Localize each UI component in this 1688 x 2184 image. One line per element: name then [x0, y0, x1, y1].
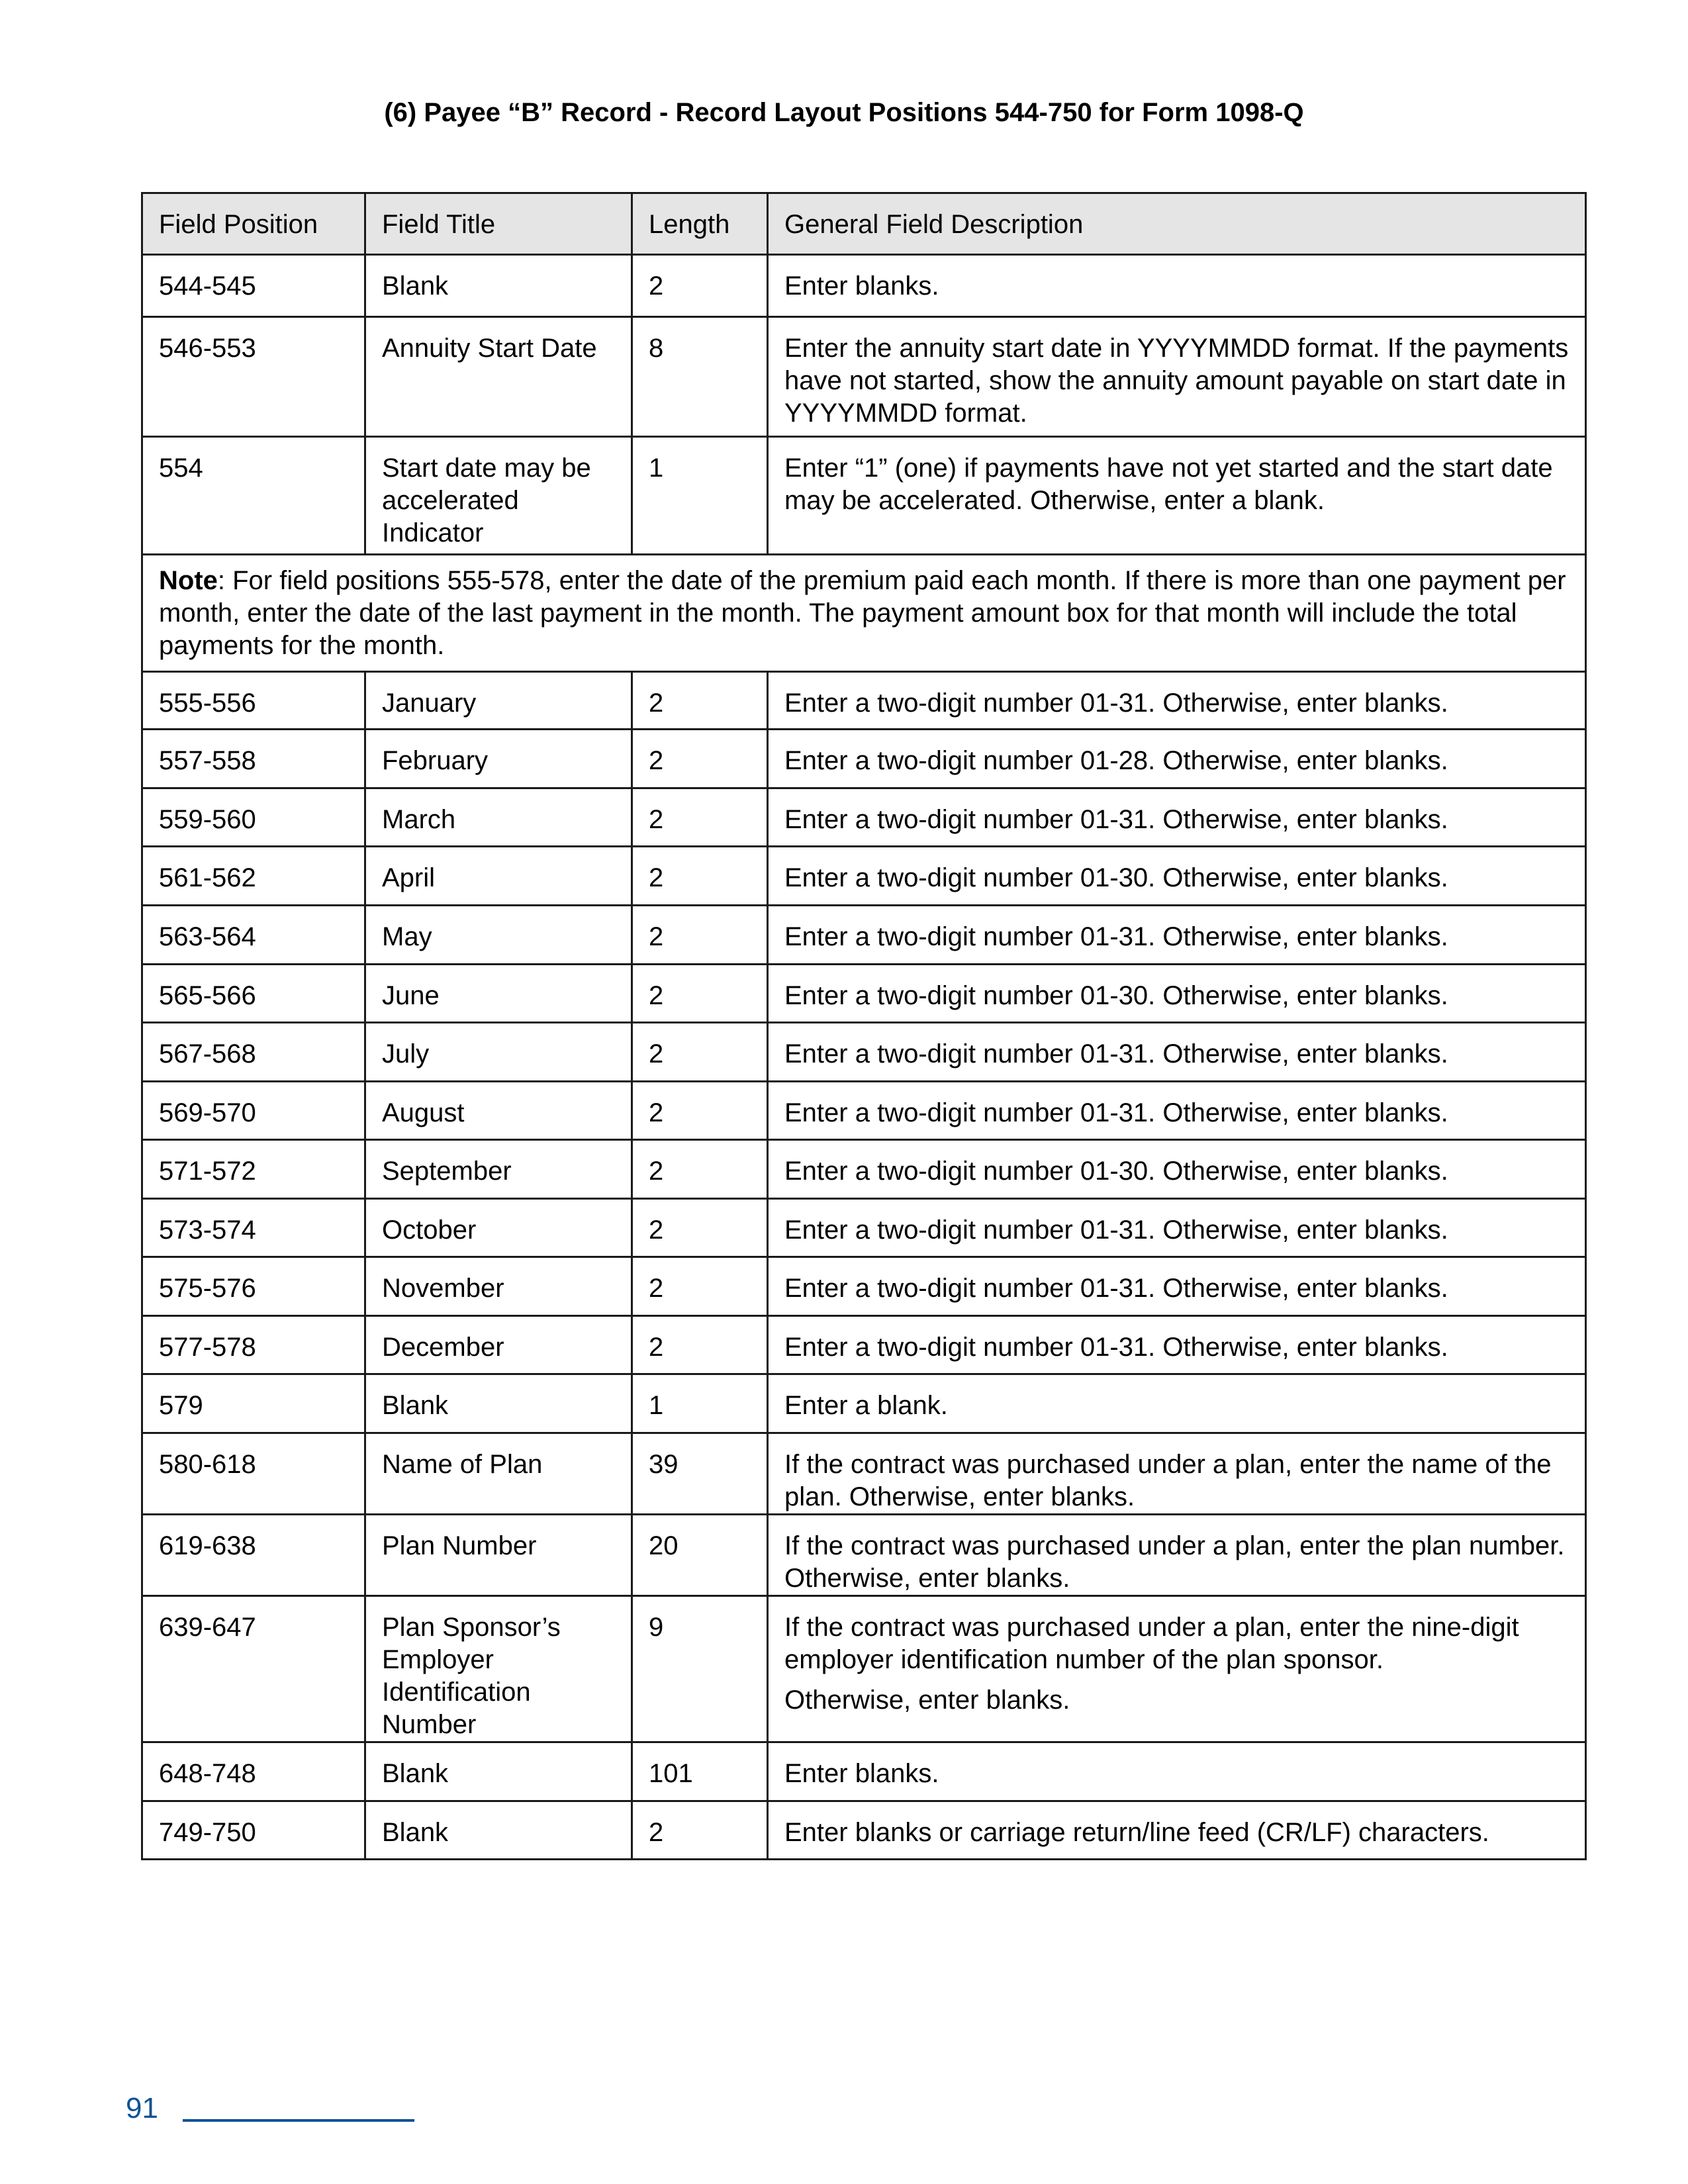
length-cell [632, 788, 768, 847]
field-title-cell [365, 1433, 632, 1515]
field-position-text: 575-576 [159, 1274, 256, 1303]
field-title-text: November [382, 1274, 504, 1303]
field-position-text: 546-553 [159, 334, 256, 363]
length-text: 1 [649, 1391, 664, 1420]
length-cell [632, 1801, 768, 1860]
field-position-text: 569-570 [159, 1098, 256, 1127]
description-text: Enter a two-digit number 01-31. Otherwise, enter blanks. [784, 688, 1448, 718]
field-title-text: July [382, 1039, 430, 1068]
length-cell [632, 1515, 768, 1596]
length-cell [632, 730, 768, 788]
length-text: 2 [649, 1215, 664, 1245]
field-position-cell [142, 1596, 365, 1742]
description-cell [768, 1742, 1586, 1801]
length-cell [632, 1140, 768, 1199]
description-cell [768, 255, 1586, 317]
table-row [142, 672, 1586, 730]
field-position-text: 639-647 [159, 1613, 256, 1642]
table-row [142, 1140, 1586, 1199]
field-position-text: 571-572 [159, 1157, 256, 1186]
length-text: 2 [649, 1098, 664, 1127]
table-row [142, 1374, 1586, 1433]
length-text: 8 [649, 334, 664, 363]
table-header-row [142, 193, 1586, 255]
header-field-position: Field Position [142, 193, 365, 255]
field-position-text: 648-748 [159, 1759, 256, 1788]
length-text: 2 [649, 805, 664, 834]
field-title-text: Name of Plan [382, 1450, 543, 1479]
description-cell [768, 730, 1586, 788]
description-cell [768, 317, 1586, 437]
length-cell [632, 255, 768, 317]
field-position-cell [142, 847, 365, 906]
field-title-text: January [382, 688, 477, 718]
length-text: 2 [649, 746, 664, 775]
field-title-text: September [382, 1157, 512, 1186]
description-text: Enter a two-digit number 01-31. Otherwise, enter blanks. [784, 1215, 1448, 1245]
field-title-cell [365, 965, 632, 1023]
note-text: : For field positions 555-578, enter the date of the premium paid each month. If there is more than one payment per month, enter the date of the last payment in the month. The payment amount box for that month will include the total payments for the month. [159, 566, 1566, 660]
description-cell [768, 1596, 1586, 1742]
field-position-text: 577-578 [159, 1333, 256, 1362]
field-position-text: 557-558 [159, 746, 256, 775]
length-cell [632, 1374, 768, 1433]
field-position-text: 554 [159, 453, 203, 483]
table-row [142, 965, 1586, 1023]
table-row [142, 906, 1586, 965]
field-title-cell [365, 1257, 632, 1316]
field-position-cell [142, 1023, 365, 1082]
field-position-cell [142, 1742, 365, 1801]
length-cell [632, 317, 768, 437]
table-row [142, 1199, 1586, 1257]
description-cell [768, 1801, 1586, 1860]
table-row [142, 437, 1586, 555]
field-title-text: Plan Number [382, 1531, 537, 1560]
field-title-cell [365, 672, 632, 730]
description-text: Enter a two-digit number 01-31. Otherwise, enter blanks. [784, 1039, 1448, 1068]
description-cell [768, 1374, 1586, 1433]
field-title-text: March [382, 805, 456, 834]
field-title-cell [365, 1082, 632, 1140]
description-cell [768, 788, 1586, 847]
length-text: 2 [649, 863, 664, 892]
field-position-text: 561-562 [159, 863, 256, 892]
length-text: 2 [649, 1274, 664, 1303]
length-text: 2 [649, 1333, 664, 1362]
table-row [142, 730, 1586, 788]
field-title-cell [365, 1515, 632, 1596]
field-title-text: Blank [382, 1391, 449, 1420]
description-cell [768, 1082, 1586, 1140]
description-text: Enter the annuity start date in YYYYMMDD format. If the payments have not started, show the annuity amount payable on start date in YYYYMMDD format. [784, 334, 1569, 428]
field-title-text: Plan Sponsor’s Employer Identification Number [382, 1613, 561, 1739]
length-text: 2 [649, 981, 664, 1010]
field-title-text: Blank [382, 1759, 449, 1788]
description-cell [768, 1023, 1586, 1082]
description-text: Enter a two-digit number 01-31. Otherwise, enter blanks. [784, 805, 1448, 834]
field-title-cell [365, 1374, 632, 1433]
table-body-note [142, 555, 1586, 672]
field-title-cell [365, 317, 632, 437]
table-row [142, 317, 1586, 437]
field-position-text: 555-556 [159, 688, 256, 718]
field-title-text: Annuity Start Date [382, 334, 597, 363]
field-position-cell [142, 730, 365, 788]
table-row [142, 1316, 1586, 1374]
field-title-text: October [382, 1215, 477, 1245]
description-text: Enter a two-digit number 01-31. Otherwise, enter blanks. [784, 922, 1448, 951]
field-position-text: 619-638 [159, 1531, 256, 1560]
field-title-cell [365, 1316, 632, 1374]
field-position-cell [142, 965, 365, 1023]
field-title-text: Blank [382, 1818, 449, 1847]
description-text: Enter a blank. [784, 1391, 948, 1420]
field-position-cell [142, 1515, 365, 1596]
length-cell [632, 672, 768, 730]
field-title-text: Start date may be accelerated Indicator [382, 453, 591, 547]
field-position-cell [142, 1801, 365, 1860]
length-cell [632, 906, 768, 965]
description-text: If the contract was purchased under a plan, enter the name of the plan. Otherwise, enter blanks. [784, 1450, 1552, 1511]
field-position-cell [142, 317, 365, 437]
description-cell [768, 437, 1586, 555]
description-cell [768, 1515, 1586, 1596]
field-position-cell [142, 1082, 365, 1140]
length-text: 2 [649, 688, 664, 718]
field-title-cell [365, 1023, 632, 1082]
length-text: 2 [649, 1157, 664, 1186]
field-position-cell [142, 672, 365, 730]
field-title-cell [365, 1199, 632, 1257]
table-row [142, 1023, 1586, 1082]
field-title-text: February [382, 746, 489, 775]
field-position-cell [142, 788, 365, 847]
field-title-cell [365, 1140, 632, 1199]
table-row [142, 1433, 1586, 1515]
length-text: 9 [649, 1613, 664, 1642]
description-cell [768, 1257, 1586, 1316]
description-cell [768, 847, 1586, 906]
field-position-text: 565-566 [159, 981, 256, 1010]
description-text: Enter a two-digit number 01-30. Otherwise, enter blanks. [784, 863, 1448, 892]
field-title-text: Blank [382, 271, 449, 301]
field-position-cell [142, 906, 365, 965]
field-position-cell [142, 255, 365, 317]
description-text: If the contract was purchased under a plan, enter the nine-digit employer identification number of the plan sponsor. [784, 1613, 1519, 1674]
field-title-cell [365, 730, 632, 788]
field-position-text: 563-564 [159, 922, 256, 951]
field-title-cell [365, 1801, 632, 1860]
length-cell [632, 1023, 768, 1082]
field-title-cell [365, 788, 632, 847]
record-layout-table [141, 192, 1587, 1860]
description-text: Enter a two-digit number 01-31. Otherwise, enter blanks. [784, 1098, 1448, 1127]
length-cell [632, 965, 768, 1023]
description-text: Enter a two-digit number 01-31. Otherwise, enter blanks. [784, 1333, 1448, 1362]
field-title-text: May [382, 922, 432, 951]
table-row [142, 1596, 1586, 1742]
length-text: 2 [649, 1039, 664, 1068]
table-row [142, 1801, 1586, 1860]
header-field-title: Field Title [365, 193, 632, 255]
note-row [142, 555, 1586, 672]
length-cell [632, 1316, 768, 1374]
field-title-cell [365, 255, 632, 317]
length-text: 2 [649, 922, 664, 951]
table-row [142, 1742, 1586, 1801]
description-cell [768, 1140, 1586, 1199]
field-position-text: 544-545 [159, 271, 256, 301]
field-position-text: 573-574 [159, 1215, 256, 1245]
field-position-cell [142, 437, 365, 555]
length-text: 2 [649, 271, 664, 301]
length-cell [632, 1257, 768, 1316]
description-text: Enter a two-digit number 01-31. Otherwise, enter blanks. [784, 1274, 1448, 1303]
description-text: Enter a two-digit number 01-28. Otherwise, enter blanks. [784, 746, 1448, 775]
field-title-cell [365, 1742, 632, 1801]
table-row [142, 788, 1586, 847]
description-cell [768, 965, 1586, 1023]
table-row [142, 255, 1586, 317]
field-position-cell [142, 1140, 365, 1199]
description-cell [768, 1433, 1586, 1515]
description-text: Enter a two-digit number 01-30. Otherwise, enter blanks. [784, 981, 1448, 1010]
description-text: Enter “1” (one) if payments have not yet started and the start date may be accelerated. Otherwise, enter a blank. [784, 453, 1553, 515]
description-text: Enter a two-digit number 01-30. Otherwise, enter blanks. [784, 1157, 1448, 1186]
page-number: 91 [126, 2092, 158, 2124]
note-label: Note [159, 566, 218, 595]
field-title-text: December [382, 1333, 504, 1362]
length-cell [632, 1199, 768, 1257]
table-row [142, 1082, 1586, 1140]
length-text: 101 [649, 1759, 693, 1788]
length-text: 1 [649, 453, 664, 483]
field-position-cell [142, 1199, 365, 1257]
description-cell [768, 906, 1586, 965]
length-cell [632, 847, 768, 906]
length-cell [632, 437, 768, 555]
description-cell [768, 672, 1586, 730]
field-position-cell [142, 1374, 365, 1433]
field-position-cell [142, 1316, 365, 1374]
description-text: If the contract was purchased under a plan, enter the plan number. Otherwise, enter blanks. [784, 1531, 1565, 1593]
description-text: Enter blanks. [784, 271, 939, 301]
field-position-text: 567-568 [159, 1039, 256, 1068]
length-cell [632, 1742, 768, 1801]
length-text: 39 [649, 1450, 679, 1479]
table-row [142, 1257, 1586, 1316]
note-cell [142, 555, 1586, 672]
table-body-before-note [142, 255, 1586, 555]
length-text: 2 [649, 1818, 664, 1847]
field-title-text: April [382, 863, 436, 892]
footer-rule [183, 2119, 414, 2122]
table-row [142, 847, 1586, 906]
field-title-cell [365, 847, 632, 906]
field-position-text: 579 [159, 1391, 203, 1420]
page-title: (6) Payee “B” Record - Record Layout Positions 544-750 for Form 1098-Q [384, 98, 1304, 127]
description-extra-text: Otherwise, enter blanks. [784, 1685, 1070, 1715]
field-position-cell [142, 1433, 365, 1515]
length-text: 20 [649, 1531, 679, 1560]
description-text: Enter blanks. [784, 1759, 939, 1788]
description-text: Enter blanks or carriage return/line feed (CR/LF) characters. [784, 1818, 1489, 1847]
length-cell [632, 1082, 768, 1140]
field-title-cell [365, 437, 632, 555]
field-title-text: June [382, 981, 440, 1010]
field-title-cell [365, 1596, 632, 1742]
description-cell [768, 1199, 1586, 1257]
field-title-cell [365, 906, 632, 965]
field-position-cell [142, 1257, 365, 1316]
length-cell [632, 1596, 768, 1742]
length-cell [632, 1433, 768, 1515]
field-position-text: 580-618 [159, 1450, 256, 1479]
field-position-text: 559-560 [159, 805, 256, 834]
description-cell [768, 1316, 1586, 1374]
field-title-text: August [382, 1098, 465, 1127]
field-position-text: 749-750 [159, 1818, 256, 1847]
table-body-after-note [142, 672, 1586, 1860]
table-row [142, 1515, 1586, 1596]
header-general-field-description: General Field Description [768, 193, 1586, 255]
header-length: Length [632, 193, 768, 255]
